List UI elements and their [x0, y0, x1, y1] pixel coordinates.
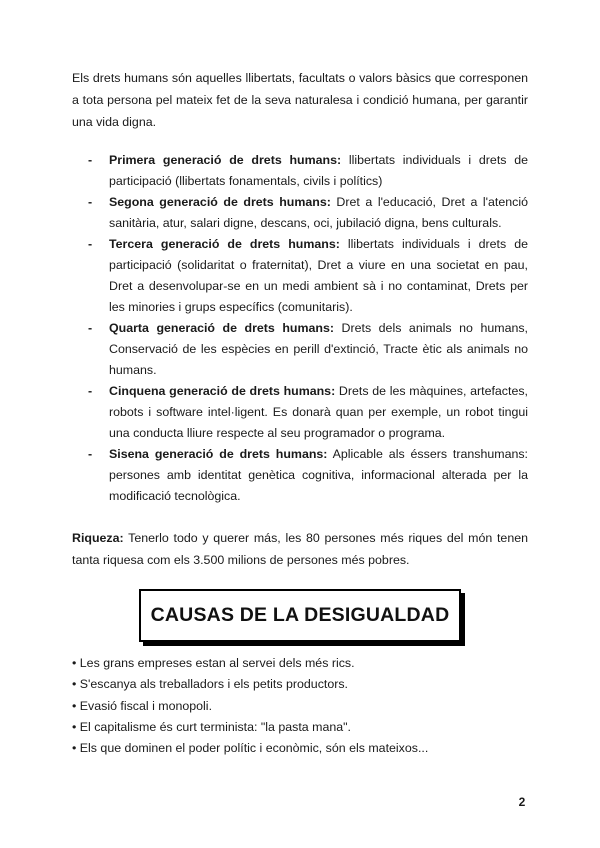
generation-title: Sisena generació de drets humans:: [109, 447, 328, 461]
list-dash: -: [88, 195, 93, 209]
generation-description: Drets dels animals no humans, Conservació de les espècies en perill d'extinció, Tracte ètic als animals no humans.: [109, 321, 528, 377]
list-dash: -: [88, 237, 93, 251]
rights-generations-list: [88, 150, 528, 507]
generation-title: Quarta generació de drets humans:: [109, 321, 334, 335]
generation-description: Dret a l'educació, Dret a l'atenció sanitària, atur, salari digne, descans, oci, jubilació digna, bens culturals.: [109, 195, 528, 230]
generation-title: Primera generació de drets humans:: [109, 153, 342, 167]
generation-description: Aplicable als éssers transhumans: persones amb identitat genètica cognitiva, informacional alterada per la modificació tecnològica.: [109, 447, 528, 503]
list-dash: -: [88, 153, 93, 167]
list-item: [88, 444, 528, 507]
list-item: [88, 381, 528, 444]
generation-title: Segona generació de drets humans:: [109, 195, 331, 209]
generation-description: llibertats individuals i drets de participació (solidaritat o fraternitat), Dret a viure en una societat en pau, Dret a desenvolupar-se en un medi ambient sà i no contaminat, Drets per les minories i grups específics (comunitaris).: [109, 237, 528, 314]
generation-description: Drets de les màquines, artefactes, robots i software intel·ligent. Es donarà quan per exemple, un robot tingui una conducta lliure respecte al seu programador o programa.: [109, 384, 528, 440]
list-dash: -: [88, 447, 93, 461]
causes-list: [72, 653, 528, 759]
riqueza-paragraph: [72, 527, 528, 571]
list-item: [88, 150, 528, 192]
list-item: • El capitalisme és curt terminista: "la pasta mana".: [72, 719, 351, 734]
list-item: [88, 234, 528, 318]
list-dash: -: [88, 321, 93, 335]
list-item: • S'escanya als treballadors i els petits productors.: [72, 677, 348, 692]
list-item: • Els que dominen el poder polític i econòmic, són els mateixos...: [72, 741, 429, 756]
generation-title: Tercera generació de drets humans:: [109, 237, 340, 251]
page-number: 2: [518, 795, 526, 809]
generation-title: Cinquena generació de drets humans:: [109, 384, 336, 398]
riqueza-text: Tenerlo todo y querer más, les 80 persones més riques del món tenen tanta riquesa com els 3.500 milions de persones més pobres.: [72, 531, 528, 567]
intro-paragraph: Els drets humans són aquelles llibertats, facultats o valors bàsics que corresponen a tota persona pel mateix fet de la seva naturalesa i condició humana, per garantir una vida digna.: [72, 71, 528, 129]
list-dash: -: [88, 384, 93, 398]
generation-description: llibertats individuals i drets de participació (llibertats fonamentals, civils i polítics): [109, 153, 528, 188]
riqueza-label: Riqueza:: [72, 531, 124, 545]
list-item: [88, 192, 528, 234]
list-item: [88, 318, 528, 381]
section-heading-banner: CAUSAS DE LA DESIGUALDAD: [139, 589, 461, 642]
list-item: • Les grans empreses estan al servei dels més rics.: [72, 656, 355, 670]
list-item: • Evasió fiscal i monopoli.: [72, 698, 213, 713]
